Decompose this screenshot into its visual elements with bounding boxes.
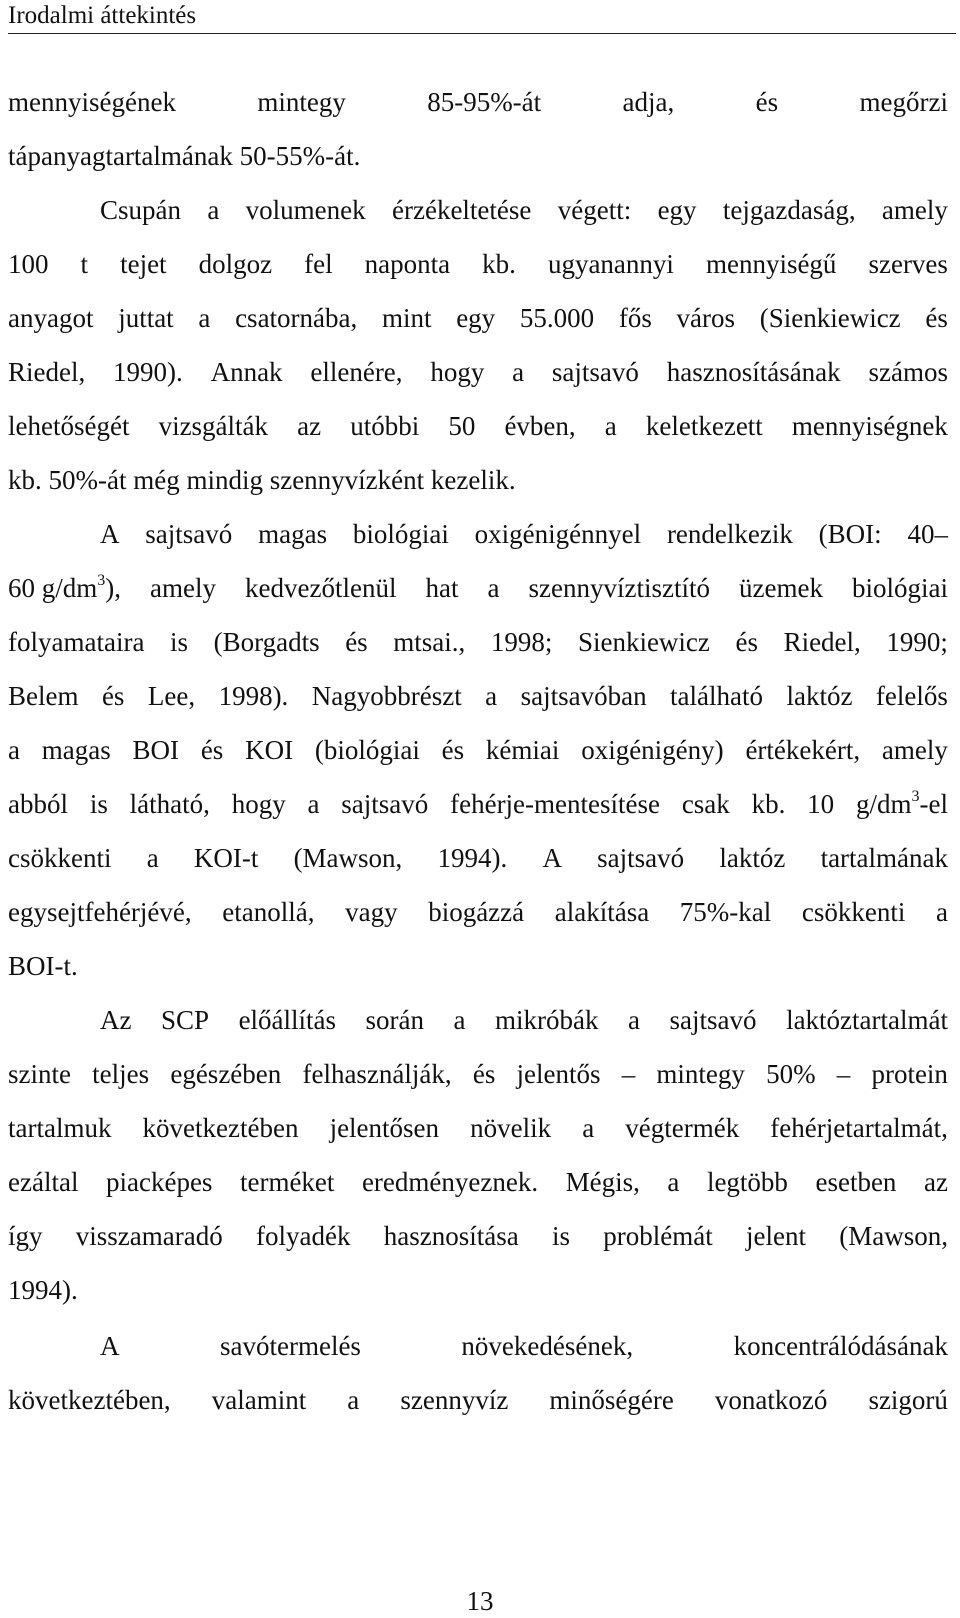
word: mennyiségű [705, 249, 837, 279]
word: biológiai [851, 573, 948, 603]
word: 10 [807, 789, 835, 819]
word: valamint [211, 1385, 307, 1415]
word: szerves [868, 249, 948, 279]
word: vagy [345, 897, 398, 927]
word: sajtsavó [551, 357, 639, 387]
word: (Sienkiewicz [759, 303, 901, 333]
word: amely [881, 735, 948, 765]
word: hat [425, 573, 459, 603]
word: tejet [120, 249, 167, 279]
word: és [472, 1059, 496, 1089]
word: 1998; [490, 627, 553, 657]
word: érzékeltetése [392, 195, 532, 225]
word: jelentős [516, 1059, 601, 1089]
word: is [551, 1221, 570, 1251]
word: (biológiai [314, 735, 420, 765]
word: ugyanannyi [547, 249, 674, 279]
word: koncentrálódásának [733, 1331, 948, 1361]
word: egy [657, 195, 697, 225]
word: az [297, 411, 322, 441]
word: A [542, 843, 562, 873]
word: sajtsavóban [520, 681, 647, 711]
word: kedvezőtlenül [245, 573, 397, 603]
word: vonatkozó [714, 1385, 828, 1415]
word: található [670, 681, 764, 711]
word: hogy [430, 357, 485, 387]
word: teljes [92, 1059, 150, 1089]
word: 1994). [437, 843, 508, 873]
word: ezáltal [8, 1167, 79, 1197]
text-line [8, 730, 948, 770]
word: Mégis, [565, 1167, 640, 1197]
text-line [8, 190, 948, 230]
word: 1998). [218, 681, 289, 711]
word: sajtsavó [145, 519, 233, 549]
word: is [89, 789, 108, 819]
text-run: kb. 50%-át még mindig szennyvízként kezelik. [8, 465, 516, 495]
word-group [8, 568, 121, 608]
word: város [676, 303, 736, 333]
word: kb. [751, 789, 786, 819]
text-line [8, 1162, 948, 1202]
word: felhasználják, [302, 1059, 452, 1089]
word: mint [381, 303, 432, 333]
text-line [8, 514, 948, 554]
word: a [512, 357, 525, 387]
word: a [935, 897, 948, 927]
text-run: tápanyagtartalmának 50-55%-át. [8, 141, 361, 171]
word: következtében [142, 1113, 299, 1143]
word: protein [871, 1059, 948, 1089]
word: látható, [129, 789, 210, 819]
word: biológiai [352, 519, 449, 549]
word: szigorú [868, 1385, 948, 1415]
word: mennyiségnek [791, 411, 948, 441]
text-run: g/dm [855, 789, 912, 819]
word: hasznosításának [666, 357, 841, 387]
word: a [198, 303, 211, 333]
text-line [8, 1270, 948, 1310]
word: minőségére [549, 1385, 674, 1415]
word: a [347, 1385, 360, 1415]
word: 40– [907, 519, 948, 549]
word: lehetőségét [8, 411, 130, 441]
word: keletkezett [645, 411, 763, 441]
text-line [8, 568, 948, 608]
word: végtermék [625, 1113, 740, 1143]
word: visszamaradó [75, 1221, 223, 1251]
word: fehérjetartalmát, [770, 1113, 948, 1143]
word: a [8, 735, 20, 765]
word: Riedel, [783, 627, 861, 657]
text-line [8, 892, 948, 932]
word: és [200, 735, 224, 765]
superscript: 3 [97, 572, 106, 589]
word: mikróbák [495, 1005, 599, 1035]
word: és [735, 627, 758, 657]
text-run: 1994). [8, 1275, 78, 1305]
word: a [628, 1005, 641, 1035]
word: fehérje-mentesítése [450, 789, 660, 819]
word: tejgazdaság, [722, 195, 856, 225]
word: értékekért, [745, 735, 861, 765]
word: abból [8, 789, 68, 819]
word: laktóz [719, 843, 786, 873]
word: utóbbi [350, 411, 420, 441]
word: esetben [815, 1167, 897, 1197]
text-line [8, 1326, 948, 1366]
word: tartalmuk [8, 1113, 112, 1143]
word: 50% [766, 1059, 816, 1089]
word: végett: [557, 195, 632, 225]
word: felelős [875, 681, 948, 711]
text-line [8, 82, 948, 122]
word: így [8, 1221, 43, 1251]
word: 55.000 [519, 303, 595, 333]
text-line [8, 1216, 948, 1256]
word: – [621, 1059, 636, 1089]
word: etanollá, [222, 897, 315, 927]
word: mintegy [257, 87, 346, 117]
word: ellenére, [310, 357, 403, 387]
word-group [856, 784, 948, 824]
word: juttat [118, 303, 174, 333]
text-line [8, 460, 948, 500]
text-line [8, 784, 948, 824]
word: is [170, 627, 189, 657]
word: dolgoz [198, 249, 273, 279]
word: sajtsavó [341, 789, 429, 819]
word: számos [868, 357, 948, 387]
word: 100 [8, 249, 49, 279]
word: BOI [132, 735, 180, 765]
word: Belem [8, 681, 79, 711]
word: amely [150, 573, 217, 603]
word: KOI-t [193, 843, 259, 873]
word: A [100, 1331, 120, 1361]
word: csökkenti [8, 843, 112, 873]
word: biogázzá [428, 897, 525, 927]
word: terméket [239, 1167, 335, 1197]
word: évben, [504, 411, 576, 441]
text-line [8, 622, 948, 662]
word: egy [456, 303, 496, 333]
word: oxigénigény) [581, 735, 724, 765]
word: eredményeznek. [361, 1167, 539, 1197]
text-line [8, 1054, 948, 1094]
word: mtsai., [393, 627, 466, 657]
word: Sienkiewicz [577, 627, 710, 657]
word: adja, [622, 87, 675, 117]
word: hogy [231, 789, 286, 819]
word: növekedésének, [461, 1331, 634, 1361]
text-run: -el [919, 789, 948, 819]
word: szennyvíz [400, 1385, 509, 1415]
word: Annak [210, 357, 283, 387]
superscript: 3 [911, 788, 920, 805]
text-line [8, 352, 948, 392]
word: a [487, 573, 500, 603]
text-line [8, 676, 948, 716]
word: sajtsavó [669, 1005, 757, 1035]
word: során [365, 1005, 425, 1035]
word: a [485, 681, 498, 711]
word: laktóz [786, 681, 853, 711]
text-line [8, 1380, 948, 1420]
word: hasznosítása [383, 1221, 519, 1251]
word: KOI [245, 735, 294, 765]
word: t [80, 249, 89, 279]
word: és [101, 681, 125, 711]
word: (Mawson, [293, 843, 403, 873]
word: folyamataira [8, 627, 145, 657]
word: A [100, 519, 120, 549]
header-title: Irodalmi áttekintés [8, 2, 197, 29]
word: és [925, 303, 948, 333]
running-header [8, 0, 956, 34]
word: kémiai [485, 735, 560, 765]
word: piacképes [105, 1167, 213, 1197]
word: előállítás [238, 1005, 337, 1035]
word: egysejtfehérjévé, [8, 897, 192, 927]
word: 1990). [113, 357, 183, 387]
text-line [8, 406, 948, 446]
text-line [8, 244, 948, 284]
word: anyagot [8, 303, 94, 333]
word: alakítása [554, 897, 650, 927]
word: volumenek [245, 195, 366, 225]
word: és [441, 735, 465, 765]
word: 75%-kal [679, 897, 772, 927]
word: folyadék [256, 1221, 351, 1251]
text-line [8, 838, 948, 878]
page-number: 13 [466, 1586, 494, 1616]
word: szennyvíztisztító [528, 573, 710, 603]
word: következtében, [8, 1385, 171, 1415]
word: a [146, 843, 159, 873]
text-line [8, 298, 948, 338]
word: jelent [745, 1221, 806, 1251]
word: SCP [161, 1005, 210, 1035]
word: kb. [482, 249, 516, 279]
word: a [582, 1113, 595, 1143]
word: problémát [603, 1221, 713, 1251]
word: egészében [170, 1059, 282, 1089]
word: amely [881, 195, 948, 225]
word: csökkenti [801, 897, 906, 927]
word: magas [258, 519, 328, 549]
word: savótermelés [219, 1331, 361, 1361]
word: oxigénigénnyel [474, 519, 642, 549]
word: 50 [448, 411, 476, 441]
word: naponta [364, 249, 451, 279]
word: (BOI: [818, 519, 882, 549]
word: – [836, 1059, 851, 1089]
word: 1990; [886, 627, 948, 657]
word: jelentősen [329, 1113, 440, 1143]
word: Nagyobbrészt [311, 681, 462, 711]
text-line [8, 946, 948, 986]
text-line [8, 1000, 948, 1040]
word: mennyiségének [8, 87, 176, 117]
text-line [8, 136, 948, 176]
word: sajtsavó [597, 843, 685, 873]
word: csatornába, [235, 303, 358, 333]
word: (Borgadts [213, 627, 320, 657]
word: az [923, 1167, 948, 1197]
word: a [667, 1167, 680, 1197]
word: vizsgálták [158, 411, 269, 441]
word: Riedel, [8, 357, 86, 387]
word: laktóztartalmát [786, 1005, 948, 1035]
word: a [307, 789, 320, 819]
text-line [8, 1108, 948, 1148]
word: ), [105, 573, 122, 603]
text-run: BOI-t. [8, 951, 78, 981]
word: szinte [8, 1059, 71, 1089]
word: növelik [470, 1113, 552, 1143]
word: a [207, 195, 220, 225]
word: Az [100, 1005, 132, 1035]
word: a [604, 411, 617, 441]
word: Csupán [100, 195, 181, 225]
word: mintegy [656, 1059, 745, 1089]
word: tartalmának [820, 843, 948, 873]
word: és [345, 627, 368, 657]
word: a [453, 1005, 466, 1035]
word: fel [304, 249, 333, 279]
word: 85-95%-át [427, 87, 542, 117]
word: legtöbb [706, 1167, 788, 1197]
word: Lee, [147, 681, 196, 711]
word: üzemek [739, 573, 823, 603]
word: rendelkezik [666, 519, 793, 549]
text-run: 60 g/dm [8, 573, 98, 603]
word: (Mawson, [839, 1221, 948, 1251]
word: és [755, 87, 779, 117]
word: fős [618, 303, 652, 333]
word: csak [681, 789, 730, 819]
word: magas [41, 735, 111, 765]
word: megőrzi [859, 87, 948, 117]
